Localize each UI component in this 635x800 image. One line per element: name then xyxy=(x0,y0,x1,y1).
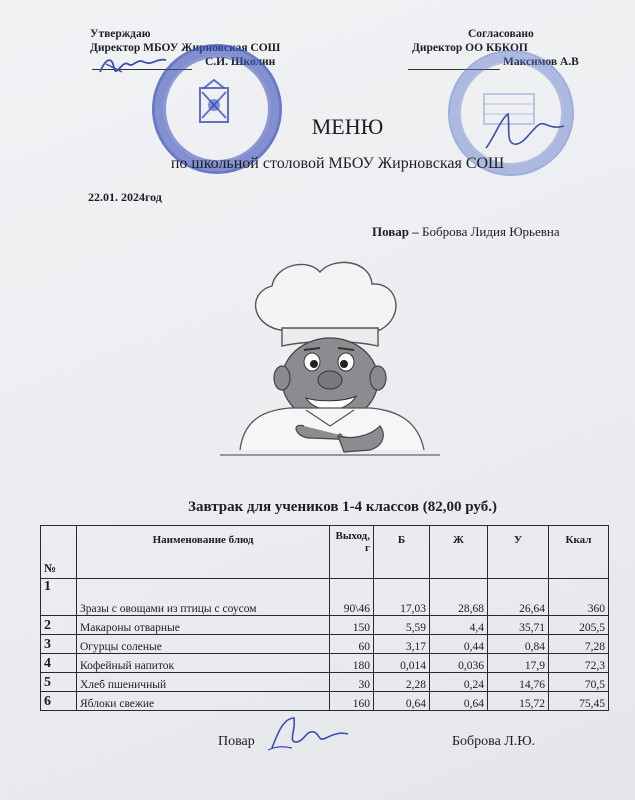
row-num: 3 xyxy=(41,635,77,654)
row-yield: 180 xyxy=(330,654,374,673)
row-b: 17,03 xyxy=(374,579,430,616)
header-b: Б xyxy=(374,526,430,579)
row-dish-name: Зразы с овощами из птицы с соусом xyxy=(77,579,330,616)
row-zh: 0,24 xyxy=(430,673,488,692)
row-num: 5 xyxy=(41,673,77,692)
row-dish-name: Макароны отварные xyxy=(77,616,330,635)
approval-left-signatory: С.И. Школин xyxy=(205,56,276,68)
table-row xyxy=(41,616,609,635)
row-u: 26,64 xyxy=(488,579,549,616)
header-num: № xyxy=(41,526,77,579)
breakfast-title: Завтрак для учеников 1-4 классов (82,00 руб.) xyxy=(188,499,497,515)
row-zh: 0,44 xyxy=(430,635,488,654)
row-zh: 28,68 xyxy=(430,579,488,616)
cook-signature-icon xyxy=(262,712,352,756)
row-num: 2 xyxy=(41,616,77,635)
row-kcal: 360 xyxy=(549,579,609,616)
row-zh: 0,036 xyxy=(430,654,488,673)
row-u: 14,76 xyxy=(488,673,549,692)
row-num: 1 xyxy=(41,579,77,616)
header-kcal: Ккал xyxy=(549,526,609,579)
row-b: 3,17 xyxy=(374,635,430,654)
table-row xyxy=(41,635,609,654)
row-yield: 60 xyxy=(330,635,374,654)
approval-left-position: Директор МБОУ Жирновская СОШ xyxy=(90,42,281,54)
row-yield: 30 xyxy=(330,673,374,692)
row-zh: 4,4 xyxy=(430,616,488,635)
menu-table xyxy=(40,525,609,711)
chef-illustration-icon xyxy=(220,250,440,460)
row-dish-name: Огурцы соленые xyxy=(77,635,330,654)
row-kcal: 72,3 xyxy=(549,654,609,673)
row-b: 5,59 xyxy=(374,616,430,635)
row-zh: 0,64 xyxy=(430,692,488,711)
row-u: 35,71 xyxy=(488,616,549,635)
row-kcal: 205,5 xyxy=(549,616,609,635)
table-row xyxy=(41,654,609,673)
row-dish-name: Кофейный напиток xyxy=(77,654,330,673)
row-u: 17,9 xyxy=(488,654,549,673)
table-row xyxy=(41,579,609,616)
footer-cook-name: Боброва Л.Ю. xyxy=(452,734,536,749)
row-dish-name: Хлеб пшеничный xyxy=(77,673,330,692)
row-u: 0,84 xyxy=(488,635,549,654)
row-kcal: 75,45 xyxy=(549,692,609,711)
cook-name: Боброва Лидия Юрьевна xyxy=(422,224,560,239)
row-yield: 160 xyxy=(330,692,374,711)
row-num: 6 xyxy=(41,692,77,711)
table-row xyxy=(41,673,609,692)
director-signature-icon xyxy=(96,50,176,80)
menu-date: 22.01. 2024год xyxy=(88,190,162,204)
row-b: 0,64 xyxy=(374,692,430,711)
row-yield: 90\46 xyxy=(330,579,374,616)
row-num: 4 xyxy=(41,654,77,673)
cook-label: Повар – xyxy=(372,224,419,239)
approval-right-title: Согласовано xyxy=(468,28,534,40)
menu-title: МЕНЮ xyxy=(311,114,384,139)
row-kcal: 7,28 xyxy=(549,635,609,654)
cook-line xyxy=(372,224,560,240)
row-b: 2,28 xyxy=(374,673,430,692)
row-kcal: 70,5 xyxy=(549,673,609,692)
approval-left-title: Утверждаю xyxy=(90,28,151,40)
row-yield: 150 xyxy=(330,616,374,635)
header-zh: Ж xyxy=(430,526,488,579)
approval-right-position: Директор ОО КБКОП xyxy=(412,42,528,54)
row-dish-name: Яблоки свежие xyxy=(77,692,330,711)
row-u: 15,72 xyxy=(488,692,549,711)
table-header-row xyxy=(41,526,609,579)
table-row xyxy=(41,692,609,711)
footer-cook-label: Повар xyxy=(218,734,255,749)
row-b: 0,014 xyxy=(374,654,430,673)
header-name: Наименование блюд xyxy=(77,526,330,579)
menu-subtitle: по школьной столовой МБОУ Жирновская СОШ xyxy=(170,155,505,172)
header-yield: Выход, г xyxy=(330,526,374,579)
header-u: У xyxy=(488,526,549,579)
approval-right-signatory: Максимов А.В xyxy=(503,56,579,68)
